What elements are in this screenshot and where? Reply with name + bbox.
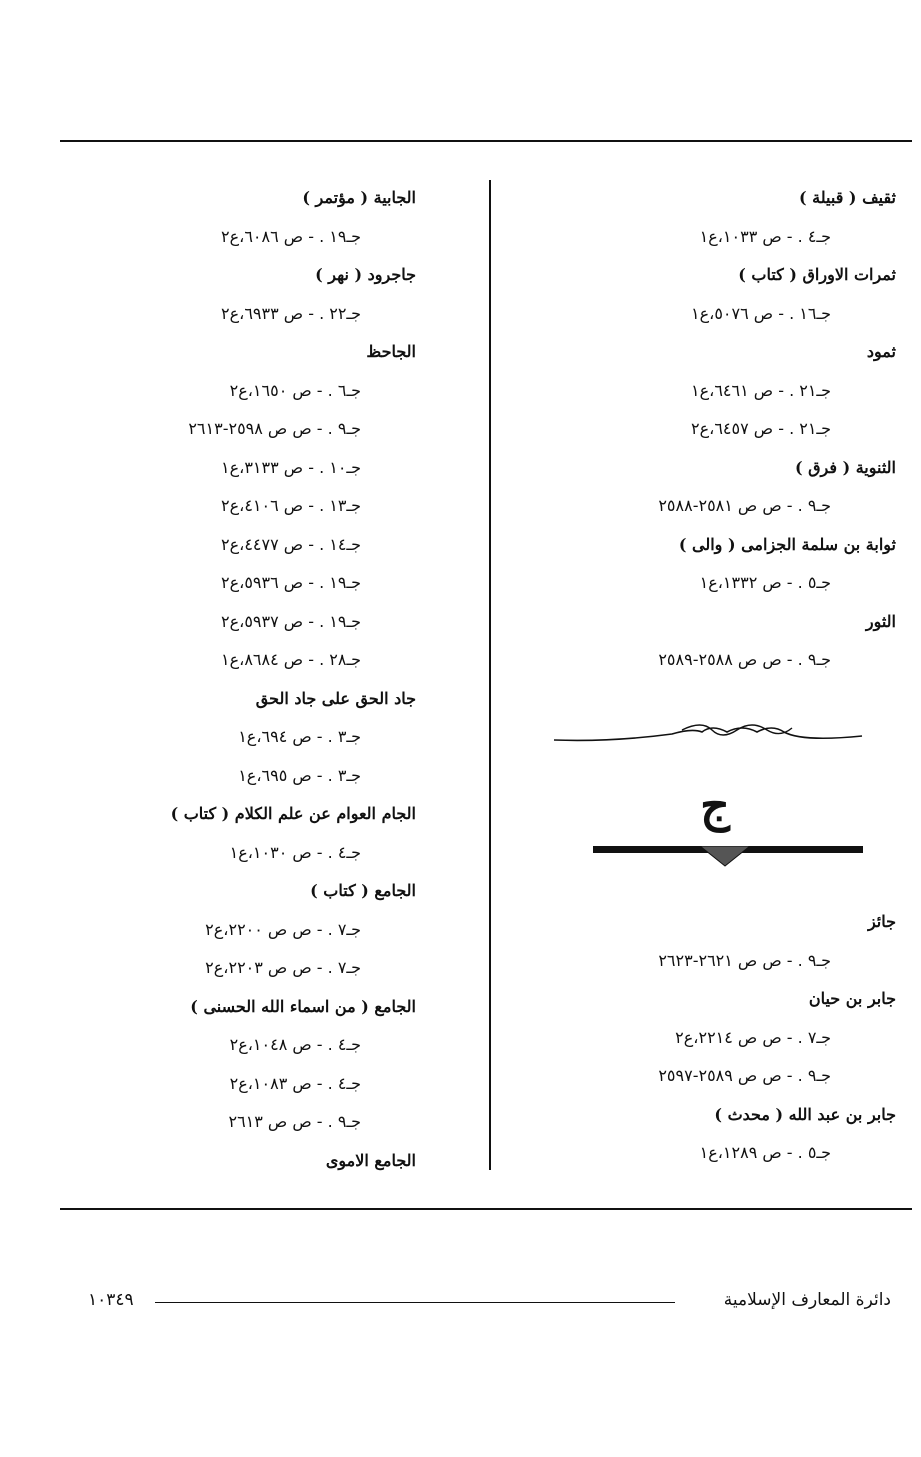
index-heading: الجامع ( كتاب ) [310, 881, 416, 900]
index-reference: جـ٩ . - ص ص ٢٥٨٩-٢٥٩٧ [658, 1066, 831, 1085]
index-reference: جـ٦ . - ص ١٦٥٠،ع٢ [229, 380, 361, 400]
index-reference: جـ٧ . - ص ص ٢٢١٤،ع٢ [675, 1027, 831, 1047]
index-reference: جـ٥ . - ص ١٣٣٢،ع١ [699, 573, 831, 592]
index-heading: جابر بن حيان [808, 989, 896, 1008]
index-heading: جائز [867, 912, 896, 931]
index-reference: جـ٩ . - ص ص ٢٦١٣ [228, 1112, 361, 1131]
index-heading: الجابية ( مؤتمر ) [302, 188, 416, 207]
index-heading: جاجرود ( نهر ) [315, 265, 416, 284]
index-reference: جـ٤ . - ص ١٠٨٣،ع٢ [229, 1073, 361, 1093]
footer-title: دائرة المعارف الإسلامية [723, 1290, 891, 1310]
index-reference: جـ١٠ . - ص ٣١٣٣،ع١ [221, 457, 361, 477]
index-reference: جـ٢٨ . - ص ٨٦٨٤،ع١ [221, 650, 361, 669]
index-reference: جـ٧ . - ص ص ٢٢٠٣،ع٢ [205, 958, 361, 977]
index-reference: جـ٢١ . - ص ٦٤٥٧،ع٢ [691, 419, 831, 438]
index-heading: ثقيف ( قبيلة ) [799, 188, 896, 207]
index-reference: جـ٩ . - ص ص ٢٦٢١-٢٦٢٣ [658, 950, 831, 970]
index-reference: جـ٩ . - ص ص ٢٥٨٨-٢٥٨٩ [658, 650, 831, 669]
index-reference: جـ٧ . - ص ص ٢٢٠٠،ع٢ [205, 919, 361, 939]
index-reference: جـ٣ . - ص ٦٩٤،ع١ [238, 727, 361, 746]
index-heading: الجامع الاموى [325, 1150, 416, 1170]
index-heading: ثمود [866, 342, 896, 361]
footer-rule [155, 1302, 675, 1303]
index-reference: جـ٤ . - ص ١٠٣٣،ع١ [699, 226, 831, 246]
index-reference: جـ٩ . - ص ص ٢٥٨١-٢٥٨٨ [658, 496, 831, 515]
index-heading: ثمرات الاوراق ( كتاب ) [738, 265, 896, 284]
index-reference: جـ٥ . - ص ١٢٨٩،ع١ [699, 1143, 831, 1162]
index-reference: جـ٤ . - ص ١٠٣٠،ع١ [229, 842, 361, 862]
index-reference: جـ١٤ . - ص ٤٤٧٧،ع٢ [221, 534, 361, 554]
index-heading: الجامع ( من اسماء الله الحسنى ) [190, 996, 416, 1016]
index-reference: جـ٣ . - ص ٦٩٥،ع١ [238, 765, 361, 785]
index-heading: جابر بن عبد الله ( محدث ) [714, 1104, 896, 1124]
footer-page-number: ١٠٣٤٩ [88, 1290, 134, 1310]
index-heading: الجام العوام عن علم الكلام ( كتاب ) [170, 804, 416, 823]
index-reference: جـ٩ . - ص ص ٢٥٩٨-٢٦١٣ [188, 419, 361, 438]
index-reference: جـ٢١ . - ص ٦٤٦١،ع١ [691, 380, 831, 400]
index-heading: الجاحظ [366, 342, 416, 361]
top-rule [60, 140, 912, 142]
ornament-divider [552, 718, 864, 748]
index-heading: الثنوية ( فرق ) [794, 457, 896, 477]
index-reference: جـ٢٢ . - ص ٦٩٣٣،ع٢ [221, 303, 361, 323]
index-heading: جاد الحق على جاد الحق [255, 688, 416, 708]
index-reference: جـ١٦ . - ص ٥٠٧٦،ع١ [691, 303, 831, 323]
bottom-rule [60, 1208, 912, 1210]
index-reference: جـ١٩ . - ص ٥٩٣٧،ع٢ [221, 611, 361, 631]
section-bar-triangle [700, 846, 750, 868]
index-reference: جـ١٣ . - ص ٤١٠٦،ع٢ [221, 496, 361, 515]
index-heading: ثوابة بن سلمة الجزامى ( والى ) [678, 534, 896, 554]
index-reference: جـ٤ . - ص ١٠٤٨،ع٢ [229, 1035, 361, 1054]
index-heading: الثور [865, 611, 896, 631]
index-reference: جـ١٩ . - ص ٥٩٣٦،ع٢ [221, 573, 361, 592]
section-letter: ج [700, 778, 730, 832]
column-divider [489, 180, 491, 1170]
index-reference: جـ١٩ . - ص ٦٠٨٦،ع٢ [221, 226, 361, 246]
